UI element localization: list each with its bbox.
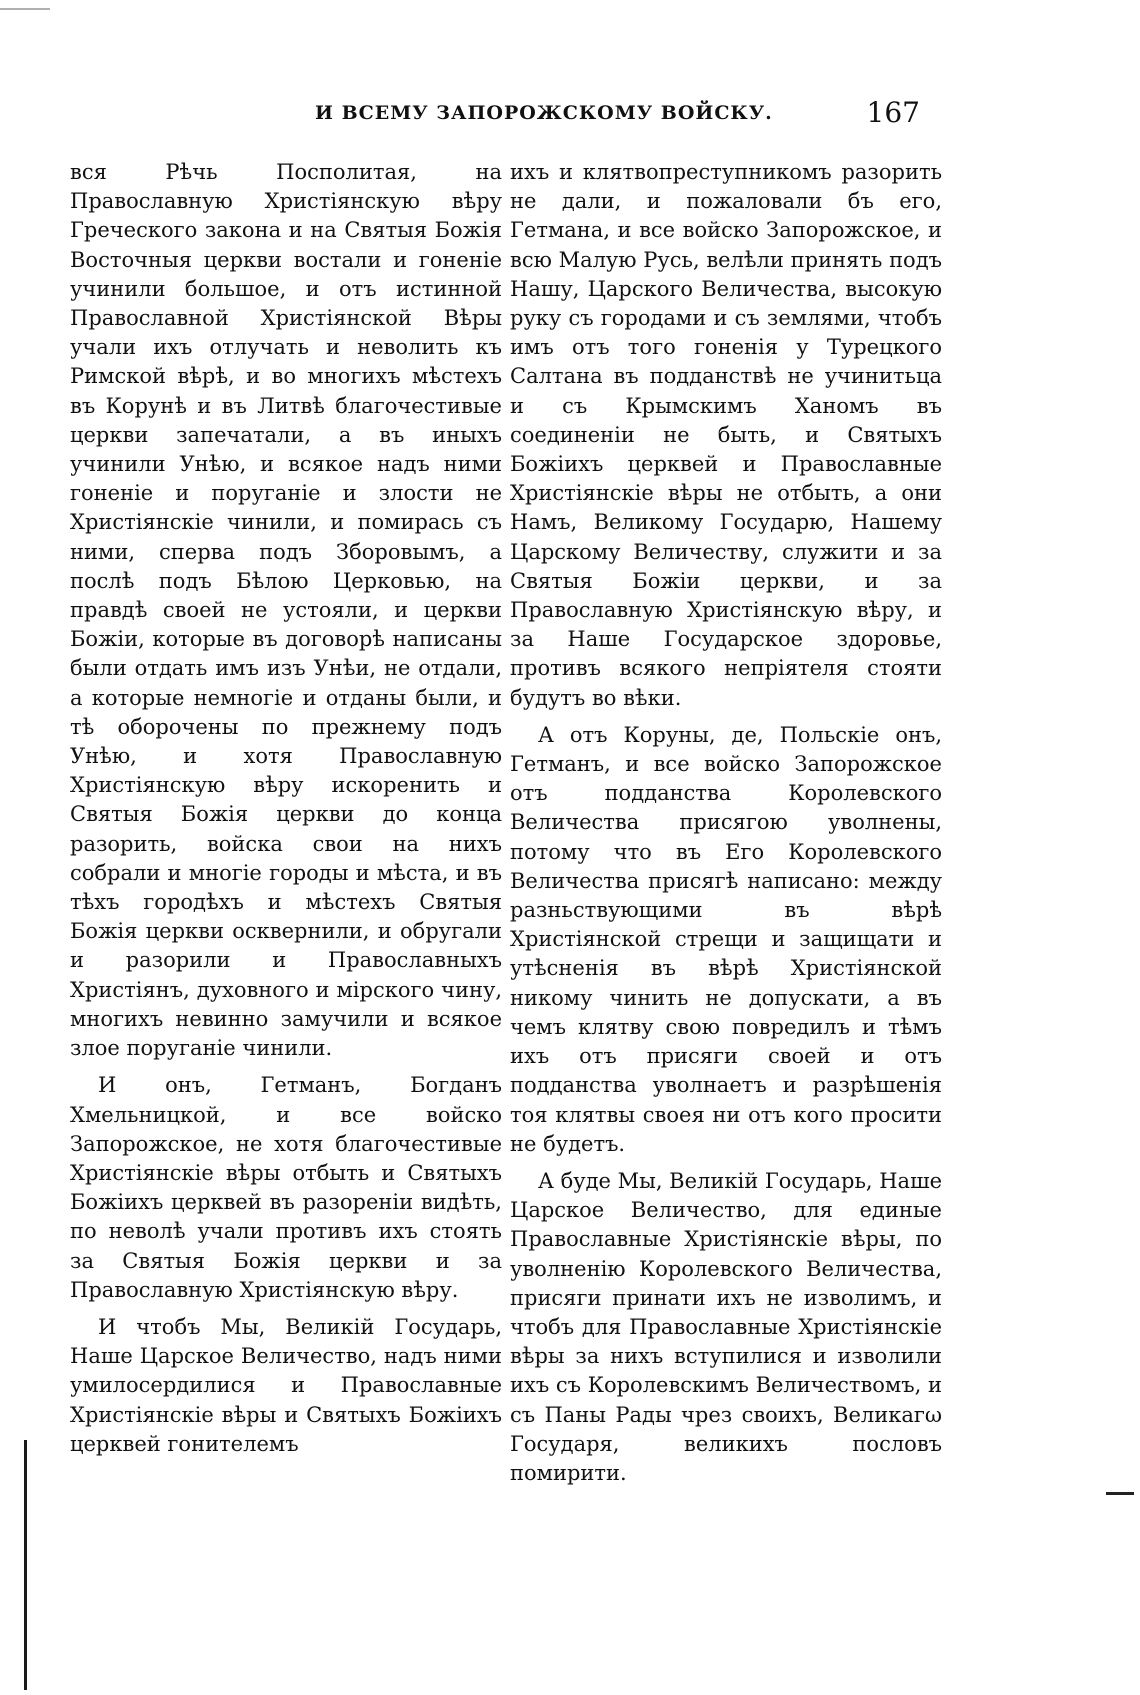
left-paragraph-3: И чтобъ Мы, Великій Государь, Наше Царское Величество, надъ ними умилосердилися и Православные Христіянскіе вѣры и Святыхъ Божіихъ церквей гонителемъ bbox=[70, 1314, 502, 1456]
scan-artifact-top bbox=[0, 8, 50, 10]
running-head: И ВСЕМУ ЗАПОРОЖСКОМУ ВОЙСКУ. bbox=[315, 102, 773, 124]
right-column bbox=[510, 158, 942, 1488]
page-header bbox=[70, 96, 920, 136]
left-column bbox=[70, 158, 502, 1459]
right-paragraph-3: А буде Мы, Великій Государь, Наше Царское Величество, для единые Православные Христіянскіе вѣры, по уволненію Королевского Величества, присяги принати ихъ не изволимъ, и чтобъ для Православные Христіянскіе вѣры за нихъ вступилися и изволили ихъ съ Королевскимъ Величествомъ, и съ Паны Рады чрез своихъ, Великагω Государя, великихъ пословъ помирити. bbox=[510, 1168, 943, 1485]
scan-artifact-right bbox=[1106, 1492, 1134, 1495]
scan-artifact-left-edge bbox=[24, 1440, 27, 1690]
left-paragraph-2: И онъ, Гетманъ, Богданъ Хмельницкой, и все войско Запорожское, не хотя благочестивые Христіянскіе вѣры отбыть и Святыхъ Божіихъ церквей въ разореніи видѣть, по неволѣ учали противъ ихъ стоять за Святыя Божія церкви и за Православную Христіянскую вѣру. bbox=[70, 1073, 502, 1302]
right-paragraph-1: ихъ и клятвопреступникомъ разорить не дали, и пожаловали бъ его, Гетмана, и все войско Запорожское, и всю Малую Русь, велѣли принять подъ Нашу, Царского Величества, высокую руку съ городами и съ землями, чтобъ имъ отъ того гоненія у Турецкого Салтана въ подданствѣ не учинитьца и съ Крымскимъ Ханомъ въ соединеніи не быть, и Святыхъ Божіихъ церквей и Православные Христіянскіе вѣры не отбыть, а они Намъ, Великому Государю, Нашему Царскому Величеству, служити и за Святыя Божіи церкви, и за Православную Христіянскую вѣру, и за Наше Государское здоровье, противъ всякого непріятеля стояти будутъ во вѣки. bbox=[510, 160, 942, 710]
page-number: 167 bbox=[866, 96, 920, 129]
left-paragraph-1: вся Рѣчь Посполитая, на Православную Христіянскую вѣру Греческого закона и на Святыя Божія Восточныя церкви востали и гоненіе учинили большое, и отъ истинной Православной Христіянской Вѣры учали ихъ отлучать и неволить къ Римской вѣрѣ, и во многихъ мѣстехъ въ Корунѣ и въ Литвѣ благочестивые церкви запечатали, а въ иныхъ учинили Унѣю, и всякое надъ ними гоненіе и поруганіе и злости не Христіянскіе чинили, и помирась съ ними, сперва подъ Зборовымъ, а послѣ подъ Бѣлою Церковью, на правдѣ своей не устояли, и церкви Божіи, которые въ договорѣ написаны были отдать имъ изъ Унѣи, не отдали, а которые немногіе и отданы были, и тѣ оборочены по прежнему подъ Унѣю, и хотя Православную Христіянскую вѣру искоренить и Святыя Божія церкви до конца разорить, войска свои на нихъ собрали и многіе городы и мѣста, и въ тѣхъ городѣхъ и мѣстехъ Святыя Божія церкви осквернили, и обругали и разорили и Православныхъ Христіянъ, духовного и мірского чину, многихъ невинно замучили и всякое злое поруганіе чинили. bbox=[70, 160, 502, 1061]
right-paragraph-2: А отъ Коруны, де, Польскіе онъ, Гетманъ, и все войско Запорожское отъ подданства Королевского Величества присягою уволнены, потому что въ Его Королевского Величества присягѣ написано: между разньствующими въ вѣрѣ Христіянской стрещи и защищати и утѣсненія въ вѣрѣ Христіянской никому чинить не допускати, а въ чемъ клятву свою повредилъ и тѣмъ ихъ отъ присяги своей и отъ подданства уволнаетъ и разрѣшенія тоя клятвы своея ни отъ кого просити не будетъ. bbox=[510, 722, 942, 1156]
